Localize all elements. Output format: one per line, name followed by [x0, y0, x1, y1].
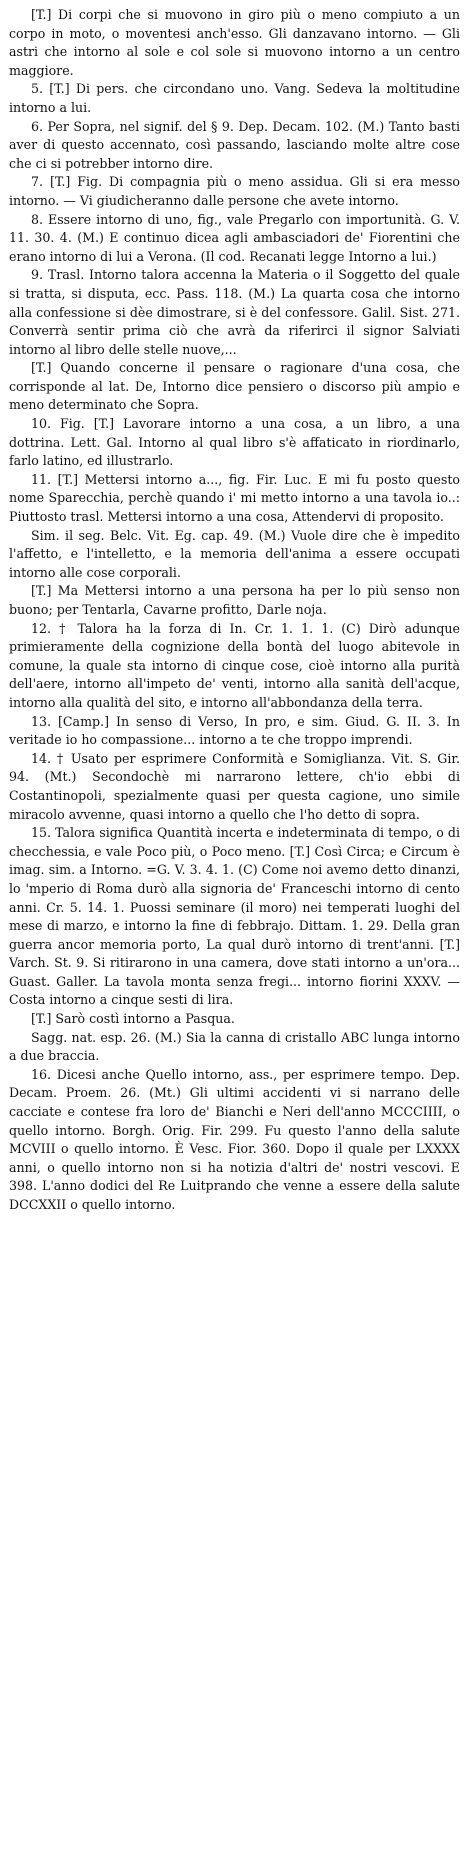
- entry-paragraph: [T.] Di corpi che si muovono in giro più o meno compiuto a un corpo in moto, o moventesi anch'esso. Gli danzavano intorno. — Gli astri che intorno al sole e col sole si muovono intorno a un centro maggiore.: [9, 7, 460, 78]
- entry-paragraph: 6. Per Sopra, nel signif. del § 9. Dep. Decam. 102. (M.) Tanto basti aver di questo accennato, così passando, lasciando molte altre cose che ci si potrebber intorno dire.: [9, 118, 460, 171]
- entry-paragraph: 10. Fig. [T.] Lavorare intorno a una cosa, a un libro, a una dottrina. Lett. Gal. Intorno al qual libro s'è affaticato in riordinarlo, farlo latino, ed illustrarlo.: [9, 416, 460, 469]
- entry-paragraph: 9. Trasl. Intorno talora accenna la Materia o il Soggetto del quale si tratta, si disputa, ecc. Pass. 118. (M.) La quarta cosa che intorno alla confessione si dèe dimostrare, si è del confessore. Galil. Sist. 271. Converrà sentir prima ciò che avrà da riferirci il signor Salviati intorno al libro delle stelle nuove,...: [9, 267, 460, 357]
- entry-paragraph: 11. [T.] Mettersi intorno a..., fig. Fir. Luc. E mi fu posto questo nome Sparecchia, perchè quando i' mi metto intorno a una tavola io..: Piuttosto trasl. Mettersi intorno a una cosa, Attendervi di proposito.: [9, 471, 460, 525]
- entry-paragraph: 15. Talora significa Quantità incerta e indeterminata di tempo, o di checchessia, e vale Poco più, o Poco meno. [T.] Così Circa; e Circum è imag. sim. a Intorno. =G. V. 3. 4. 1. (C) Come noi avemo detto dinanzi, lo 'mperio di Roma durò alla signoria de' Franceschi intorno di cento anni. Cr. 5. 14. 1. Puossi seminare (il moro) nei temperati luoghi del mese di marzo, e intorno la fine di febbrajo. Dittam. 1. 29. Della gran guerra ancor memoria porto, La qual durò intorno di trent'anni. [T.] Varch. St. 9. Si ritirarono in una camera, dove stati intorno a un'ora... Guast. Galler. La tavola monta senza fregi... intorno fiorini XXXV. — Costa intorno a cinque sesti di lira.: [9, 825, 460, 1008]
- entry-paragraph: Sagg. nat. esp. 26. (M.) Sia la canna di cristallo ABC lunga intorno a due braccia.: [9, 1029, 460, 1064]
- entry-paragraph: [T.] Sarò costì intorno a Pasqua.: [31, 1011, 235, 1027]
- entry-paragraph: [T.] Ma Mettersi intorno a una persona ha per lo più senso non buono; per Tentarla, Cavarne profitto, Darle noja.: [9, 583, 460, 617]
- entry-paragraph: 7. [T.] Fig. Di compagnia più o meno assidua. Gli si era messo intorno. — Vi giudicheranno dalle persone che avete intorno.: [9, 174, 460, 208]
- entry-paragraph: 8. Essere intorno di uno, fig., vale Pregarlo con importunità. G. V. 11. 30. 4. (M.) E continuo dicea agli ambasciadori de' Fiorentini che erano intorno di lui a Verona. (Il cod. Recanati legge Intorno a lui.): [9, 211, 460, 264]
- entry-paragraph: Sim. il seg. Belc. Vit. Eg. cap. 49. (M.) Vuole dire che è impedito l'affetto, e l'intelletto, e la memoria dell'anima a essere occupati intorno alle cose corporali.: [9, 527, 460, 580]
- entry-paragraph: 16. Dicesi anche Quello intorno, ass., per esprimere tempo. Dep. Decam. Proem. 26. (Mt.) Gli ultimi accidenti vi si narrano delle cacciate e contese fra loro de' Bianchi e Neri dell'anno MCCCIIII, o quello intorno. Borgh. Orig. Fir. 299. Fu questo l'anno della salute MCVIII o quello intorno. È Vesc. Fior. 360. Dopo il quale per LXXXX anni, o quello intorno non si ha notizia d'altri de' nostri vescovi. E 398. L'anno dodici del Re Luitprando che venne a essere della salute DCCXXII o quello intorno.: [9, 1066, 460, 1212]
- entry-paragraph: 13. [Camp.] In senso di Verso, In pro, e sim. Giud. G. II. 3. In veritade io ho compassione... intorno a te che troppo imprendi.: [9, 713, 460, 748]
- entry-paragraph: [T.] Quando concerne il pensare o ragionare d'una cosa, che corrisponde al lat. De, Intorno dice pensiero o discorso più ampio e meno determinato che Sopra.: [9, 360, 460, 413]
- entry-paragraph: 14. † Usato per esprimere Conformità e Somiglianza. Vit. S. Gir. 94. (Mt.) Secondochè mi narrarono lettere, ch'io ebbi di Costantinopoli, spezialmente quasi per questa cagione, uno simile miracolo avvenne, quasi intorno a quello che l'ho detto di sopra.: [9, 750, 460, 822]
- entry-paragraph: 12. † Talora ha la forza di In. Cr. 1. 1. 1. (C) Dirò adunque primieramente della cognizione della bontà del luogo abitevole in comune, la quale sta intorno di cinque cose, cioè intorno alla purità dell'aere, intorno all'impeto de' venti, intorno alla sanità dell'acque, intorno alla qualità del sito, e intorno all'abbondanza della terra.: [9, 620, 460, 710]
- entry-paragraph: 5. [T.] Di pers. che circondano uno. Vang. Sedeva la moltitudine intorno a lui.: [9, 81, 460, 115]
